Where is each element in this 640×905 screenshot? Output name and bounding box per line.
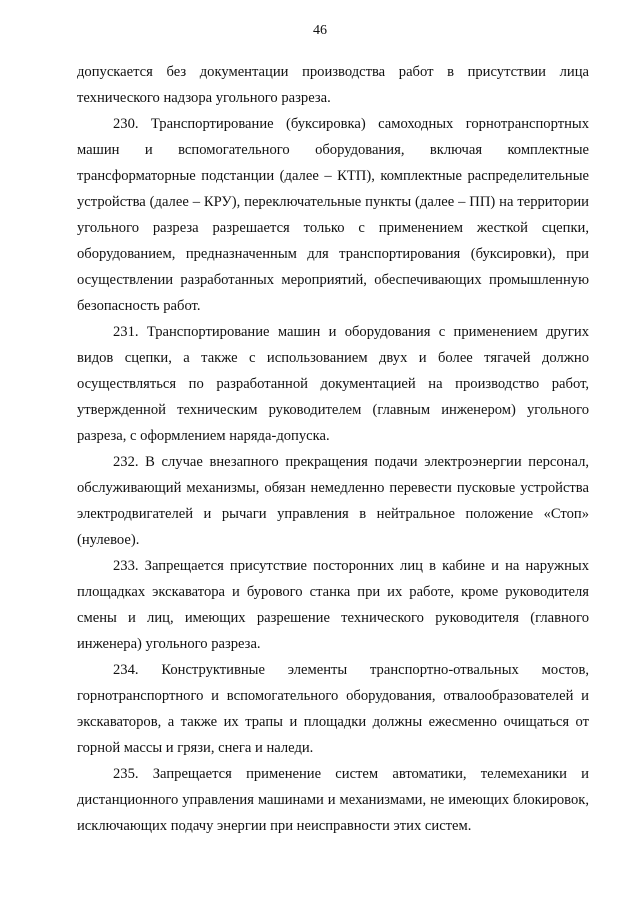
paragraph-item-231: 231. Транспортирование машин и оборудования с применением других видов сцепки, а также с использованием двух и более тягачей должно осуществляться по разработанной документацией на производство работ, утвержденной техническим руководителем (главным инженером) угольного разреза, с оформлением наряда-допуска. bbox=[77, 324, 589, 444]
paragraph-item-232: 232. В случае внезапного прекращения подачи электроэнергии персонал, обслуживающий механизмы, обязан немедленно перевести пусковые устройства электродвигателей и рычаги управления в нейтральное положение «Стоп» (нулевое). bbox=[77, 454, 589, 548]
page-number: 46 bbox=[313, 23, 327, 38]
paragraph-item-233: 233. Запрещается присутствие посторонних лиц в кабине и на наружных площадках экскаватора и бурового станка при их работе, кроме руководителя смены и лиц, имеющих разрешение технического руководителя (главного инженера) угольного разреза. bbox=[77, 558, 589, 652]
paragraph-item-234: 234. Конструктивные элементы транспортно-отвальных мостов, горнотранспортного и вспомогательного оборудования, отвалообразователей и экскаваторов, а также их трапы и площадки должны ежесменно очищаться от горной массы и грязи, снега и наледи. bbox=[77, 662, 589, 756]
paragraph-item-235: 235. Запрещается применение систем автоматики, телемеханики и дистанционного управления машинами и механизмами, не имеющих блокировок, исключающих подачу энергии при неисправности этих систем. bbox=[77, 766, 589, 834]
paragraph-continuation: допускается без документации производства работ в присутствии лица технического надзора угольного разреза. bbox=[77, 64, 589, 106]
document-body bbox=[77, 59, 589, 839]
paragraph-item-230: 230. Транспортирование (буксировка) самоходных горнотранспортных машин и вспомогательного оборудования, включая комплектные трансформаторные подстанции (далее – КТП), комплектные распределительные устройства (далее – КРУ), переключательные пункты (далее – ПП) на территории угольного разреза разрешается только с применением жесткой сцепки, оборудованием, предназначенным для транспортирования (буксировки), при осуществлении разработанных мероприятий, обеспечивающих промышленную безопасность работ. bbox=[77, 116, 589, 314]
